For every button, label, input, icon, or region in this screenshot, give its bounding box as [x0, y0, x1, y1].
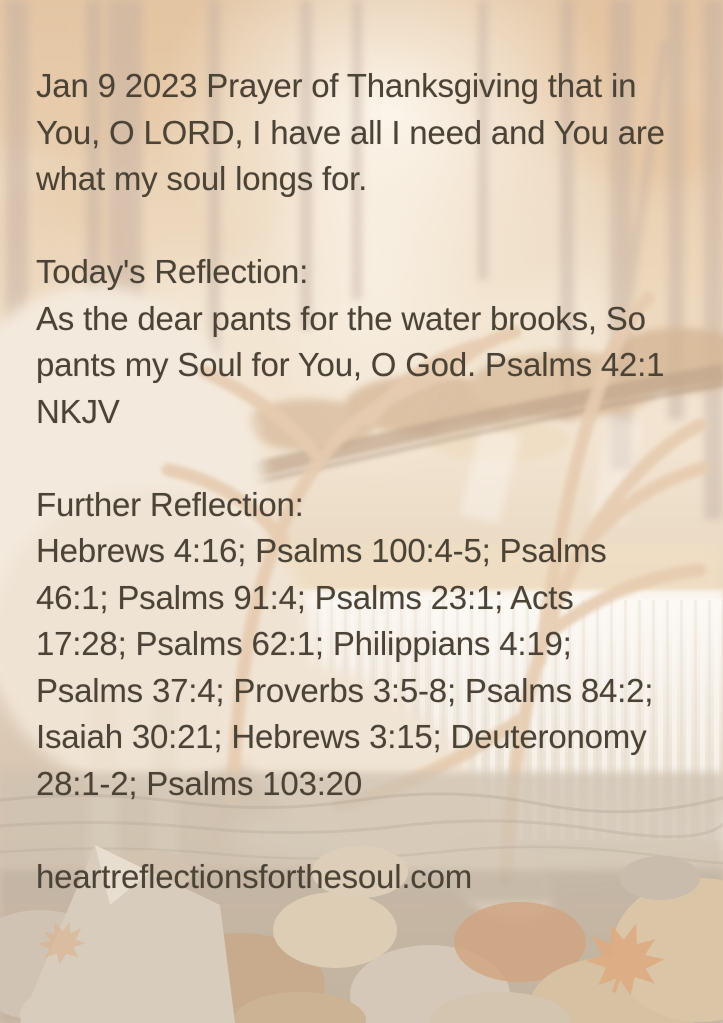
- further-reflection-line: Psalms 37:4; Proverbs 3:5-8; Psalms 84:2;: [36, 671, 654, 709]
- todays-reflection-line: As the dear pants for the water brooks, So: [36, 299, 646, 337]
- todays-reflection-heading: Today's Reflection:: [36, 253, 309, 290]
- website-url: heartreflectionsforthesoul.com: [36, 857, 473, 895]
- further-reflection-line: Hebrews 4:16; Psalms 100:4-5; Psalms: [36, 532, 607, 569]
- devotional-title: [36, 63, 697, 203]
- todays-reflection-section: [36, 249, 697, 435]
- further-reflection-section: [36, 482, 697, 808]
- further-reflection-heading: Further Reflection:: [36, 485, 304, 523]
- website-footer: [36, 854, 697, 901]
- todays-reflection-line: NKJV: [36, 392, 120, 430]
- further-reflection-line: Isaiah 30:21; Hebrews 3:15; Deuteronomy: [36, 718, 647, 755]
- title-line: Jan 9 2023 Prayer of Thanksgiving that in: [36, 67, 637, 104]
- title-line: You, O LORD, I have all I need and You are: [36, 113, 665, 151]
- devotional-text: [36, 0, 697, 947]
- title-line: what my soul longs for.: [36, 160, 368, 197]
- further-reflection-line: 46:1; Psalms 91:4; Psalms 23:1; Acts: [36, 578, 574, 616]
- further-reflection-line: 28:1-2; Psalms 103:20: [36, 764, 362, 802]
- todays-reflection-line: pants my Soul for You, O God. Psalms 42:1: [36, 346, 665, 383]
- further-reflection-line: 17:28; Psalms 62:1; Philippians 4:19;: [36, 625, 572, 662]
